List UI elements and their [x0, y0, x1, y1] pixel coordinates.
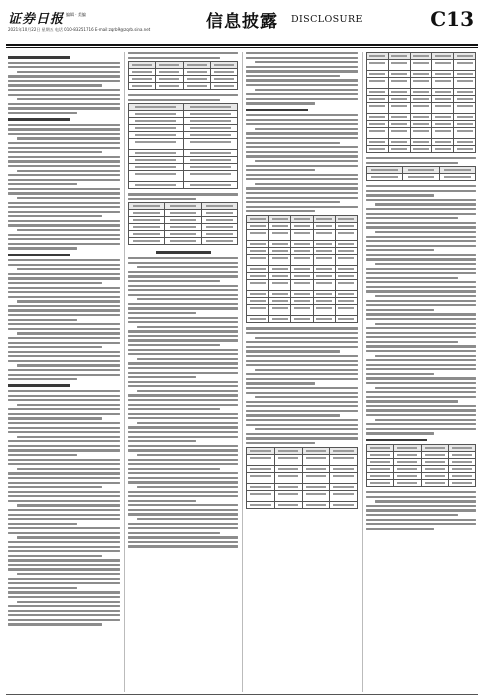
disclosure-table: [366, 166, 476, 181]
footer-rule: [6, 694, 478, 695]
disclosure-table: [128, 103, 238, 189]
disclosure-table: [366, 444, 476, 487]
masthead-rule: [6, 44, 478, 46]
masthead-rule-thin: [6, 47, 478, 48]
column-divider: [242, 52, 243, 692]
column-divider: [124, 52, 125, 692]
dateline: 2021年10月22日 星期五 电话 010-83251716 E-mail:zqrb9@zqrb.sina.net: [8, 27, 151, 32]
page-number: C13: [430, 7, 474, 31]
article-column-3: [246, 52, 358, 509]
disclosure-table: [128, 61, 238, 90]
disclosure-table: [246, 447, 358, 509]
column-divider: [362, 52, 363, 692]
article-column-4: [366, 52, 476, 532]
disclosure-table: [128, 202, 238, 245]
article-column-2: [128, 52, 238, 550]
article-text: [8, 56, 120, 626]
masthead: [6, 6, 478, 46]
section-title: 信息披露: [206, 12, 278, 32]
section-title-english: DISCLOSURE: [291, 14, 363, 25]
article-column-1: [8, 52, 120, 628]
editor-credit: 编辑 · 美编: [66, 12, 86, 17]
disclosure-table: [246, 215, 358, 323]
disclosure-table: [366, 52, 476, 153]
newspaper-logo: 证券日报: [8, 12, 65, 27]
